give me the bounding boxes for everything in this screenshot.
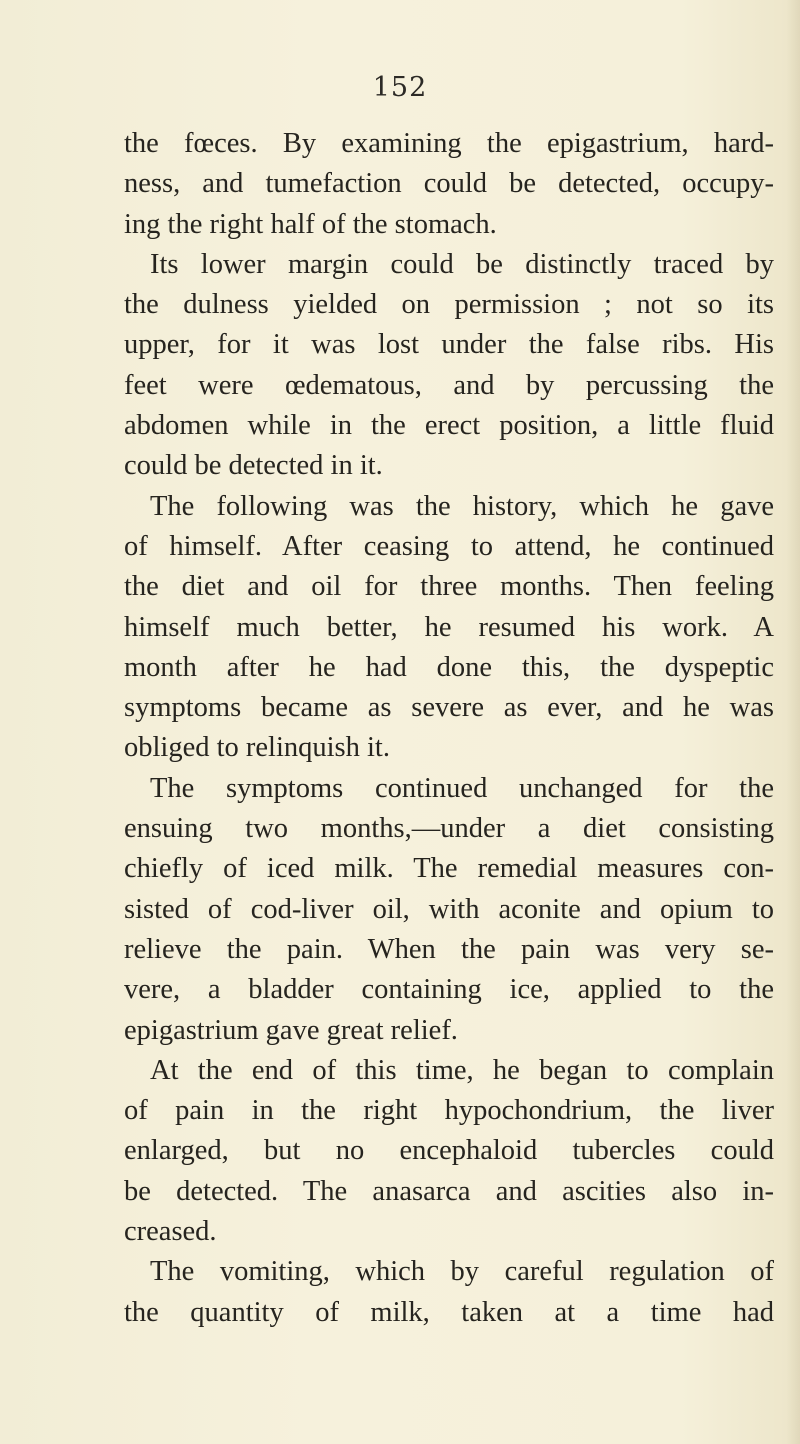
text-line: chiefly of iced milk. The remedial measures con- bbox=[124, 853, 774, 885]
text-line: feet were œdematous, and by percussing the bbox=[124, 369, 774, 401]
text-line: Its lower margin could be distinctly traced by bbox=[150, 248, 774, 280]
text-line: relieve the pain. When the pain was very se- bbox=[124, 933, 774, 965]
text-line: The following was the history, which he gave bbox=[150, 490, 774, 522]
text-line: sisted of cod-liver oil, with aconite and opium to bbox=[124, 893, 774, 925]
text-line: the quantity of milk, taken at a time had bbox=[124, 1296, 774, 1328]
text-line: epigastrium gave great relief. bbox=[124, 1014, 458, 1046]
text-line: himself much better, he resumed his work. A bbox=[124, 611, 774, 643]
text-line: abdomen while in the erect position, a little fluid bbox=[124, 410, 774, 442]
text-line: be detected. The anasarca and ascities also in- bbox=[124, 1175, 774, 1207]
text-line: the fœces. By examining the epigastrium, hard- bbox=[124, 128, 774, 159]
text-line: ing the right half of the stomach. bbox=[124, 208, 497, 240]
text-line: The symptoms continued unchanged for the bbox=[150, 772, 774, 804]
text-line: of pain in the right hypochondrium, the liver bbox=[124, 1095, 774, 1127]
text-line: the dulness yielded on permission ; not so its bbox=[124, 289, 774, 321]
text-line: The vomiting, which by careful regulation of bbox=[150, 1256, 774, 1288]
text-line: could be detected in it. bbox=[124, 450, 383, 482]
text-line: obliged to relinquish it. bbox=[124, 732, 390, 764]
page-number: 152 bbox=[372, 72, 428, 103]
text-line: the diet and oil for three months. Then feeling bbox=[124, 571, 774, 603]
text-line: upper, for it was lost under the false ribs. His bbox=[124, 329, 774, 361]
text-line: At the end of this time, he began to complain bbox=[150, 1054, 774, 1086]
text-line: symptoms became as severe as ever, and he was bbox=[124, 692, 774, 724]
body-text bbox=[124, 124, 774, 1333]
text-line: enlarged, but no encephaloid tubercles could bbox=[124, 1135, 774, 1167]
page-edge-shadow bbox=[786, 0, 800, 1444]
text-line: creased. bbox=[124, 1216, 217, 1248]
text-line: month after he had done this, the dyspeptic bbox=[124, 651, 774, 683]
text-line: vere, a bladder containing ice, applied to the bbox=[124, 974, 774, 1006]
text-line: ensuing two months,—under a diet consisting bbox=[124, 813, 774, 845]
text-line: of himself. After ceasing to attend, he continued bbox=[124, 530, 774, 562]
text-line: ness, and tumefaction could be detected, occupy- bbox=[124, 168, 774, 200]
